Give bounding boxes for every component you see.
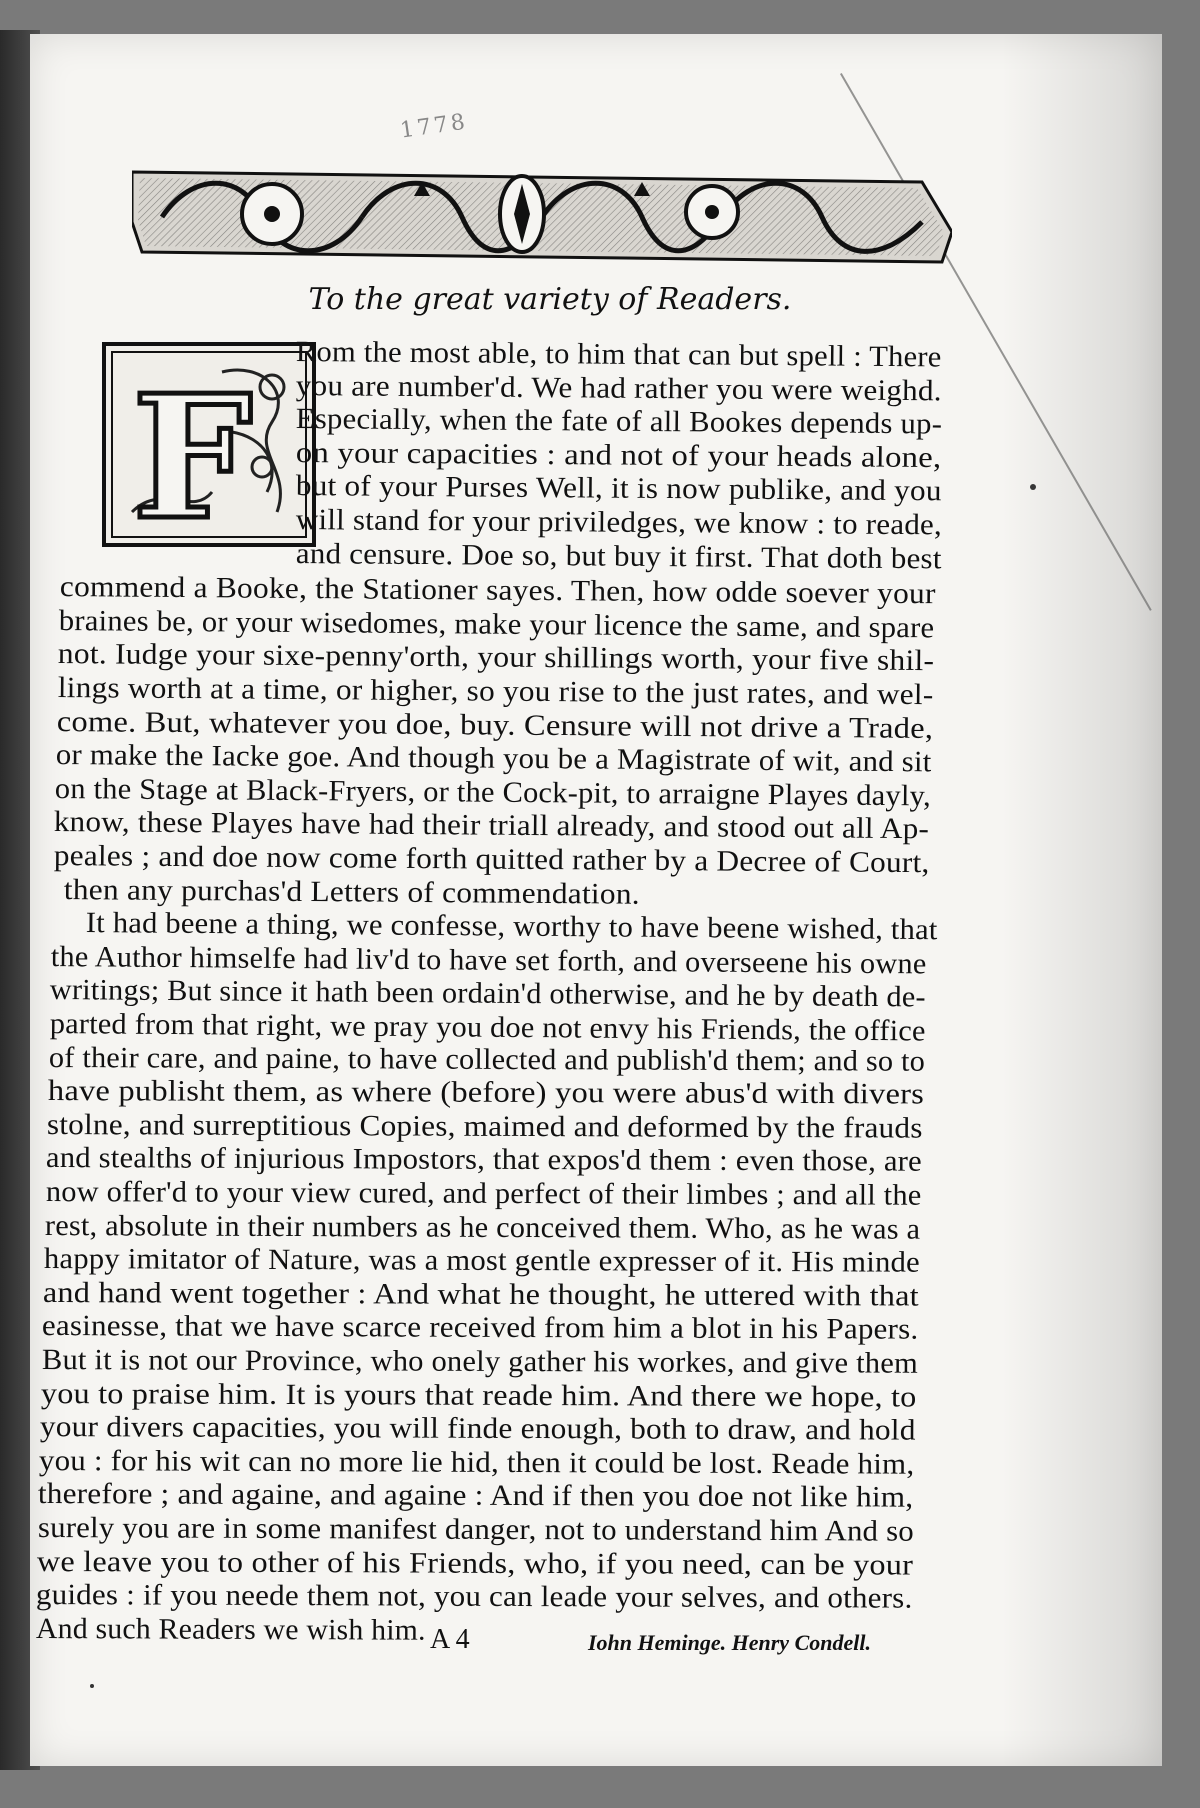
text-line: now offer'd to your view cured, and perfect of their limbes ; and all the	[45, 1176, 922, 1212]
text-line: then any purchas'd Letters of commendation.	[63, 873, 640, 911]
text-line: not. Iudge your sixe-penny'orth, your shillings worth, your five shil-	[58, 638, 935, 678]
text-line: braines be, or your wisedomes, make your licence the same, and spare	[58, 604, 935, 645]
text-line: you are number'd. We had rather you were weighd.	[295, 369, 942, 407]
text-line: will stand for your priviledges, we know : to reade,	[295, 504, 943, 542]
text-line: you to praise him. It is yours that reade him. And there we hope, to	[40, 1377, 917, 1414]
text-line: know, these Playes have had their triall already, and stood out all Ap-	[54, 806, 930, 846]
text-line: or make the Iacke goe. And though you be a Magistrate of wit, and sit	[55, 739, 932, 779]
text-line: parted from that right, we pray you doe not envy his Friends, the office	[49, 1008, 926, 1048]
text-line: stolne, and surreptitious Copies, maimed and deformed by the frauds	[47, 1108, 923, 1145]
text-line: your divers capacities, you will finde enough, both to draw, and hold	[39, 1411, 916, 1447]
signature-mark: A 4	[430, 1624, 470, 1655]
text-line: on your capacities : and not of your heads alone,	[295, 436, 942, 474]
text-line: And such Readers we wish him.	[35, 1612, 426, 1647]
signatories: Iohn Heminge. Henry Condell.	[588, 1630, 871, 1655]
text-line: of their care, and paine, to have collected and publish'd them; and so to	[48, 1041, 925, 1078]
text-line: easinesse, that we have scarce received from him a blot in his Papers.	[42, 1310, 919, 1347]
text-line: commend a Booke, the Stationer sayes. Then, how odde soever your	[59, 571, 936, 611]
decorated-initial-F	[102, 342, 316, 547]
text-line: guides : if you neede them not, you can leade your selves, and others.	[35, 1579, 913, 1615]
text-line: Especially, when the fate of all Bookes depends up-	[295, 403, 943, 441]
text-line: on the Stage at Black-Fryers, or the Cock-pit, to arraigne Playes dayly,	[54, 772, 932, 813]
text-line: happy imitator of Nature, was a most gentle expresser of it. His minde	[43, 1243, 920, 1279]
decorative-headpiece	[132, 162, 952, 272]
text-line: peales ; and doe now come forth quitted rather by a Decree of Court,	[53, 840, 930, 880]
margin-note: 1778	[398, 109, 470, 144]
text-line: and hand went together : And what he thought, he uttered with that	[43, 1276, 920, 1313]
text-line: and stealths of injurious Impostors, that expos'd them : even those, are	[46, 1142, 923, 1179]
initial-letter-glyph: F	[132, 358, 253, 547]
ink-spot	[90, 1684, 94, 1688]
text-line: come. But, whatever you doe, buy. Censure will not drive a Trade,	[56, 705, 934, 745]
text-line: you : for his wit can no more lie hid, then it could be lost. Reade him,	[39, 1444, 915, 1481]
ink-spot	[1030, 484, 1036, 490]
text-line: but of your Purses Well, it is now publike, and you	[295, 470, 942, 508]
text-line: and censure. Doe so, but buy it first. That doth best	[295, 537, 942, 575]
page-title: To the great variety of Readers.	[308, 282, 792, 317]
text-line: we leave you to other of his Friends, who, if you need, can be your	[36, 1545, 913, 1582]
text-line: Rom the most able, to him that can but spell : There	[295, 336, 942, 374]
text-line: lings worth at a time, or higher, so you rise to the just rates, and wel-	[57, 672, 934, 712]
text-line: It had beene a thing, we confesse, worthy to have beene wished, that	[85, 907, 938, 947]
text-line: writings; But since it hath been ordain'd otherwise, and he by death de-	[50, 974, 927, 1014]
text-line: surely you are in some manifest danger, not to understand him And so	[37, 1512, 914, 1548]
text-line: But it is not our Province, who onely gather his workes, and give them	[41, 1344, 918, 1380]
text-line: have publisht them, as where (before) you were abus'd with divers	[47, 1075, 925, 1111]
text-line: therefore ; and againe, and againe : And if then you doe not like him,	[38, 1478, 914, 1514]
text-line: the Author himselfe had liv'd to have set forth, and overseene his owne	[50, 940, 927, 981]
text-line: rest, absolute in their numbers as he conceived them. Who, as he was a	[44, 1209, 921, 1246]
document-page	[30, 34, 1162, 1766]
